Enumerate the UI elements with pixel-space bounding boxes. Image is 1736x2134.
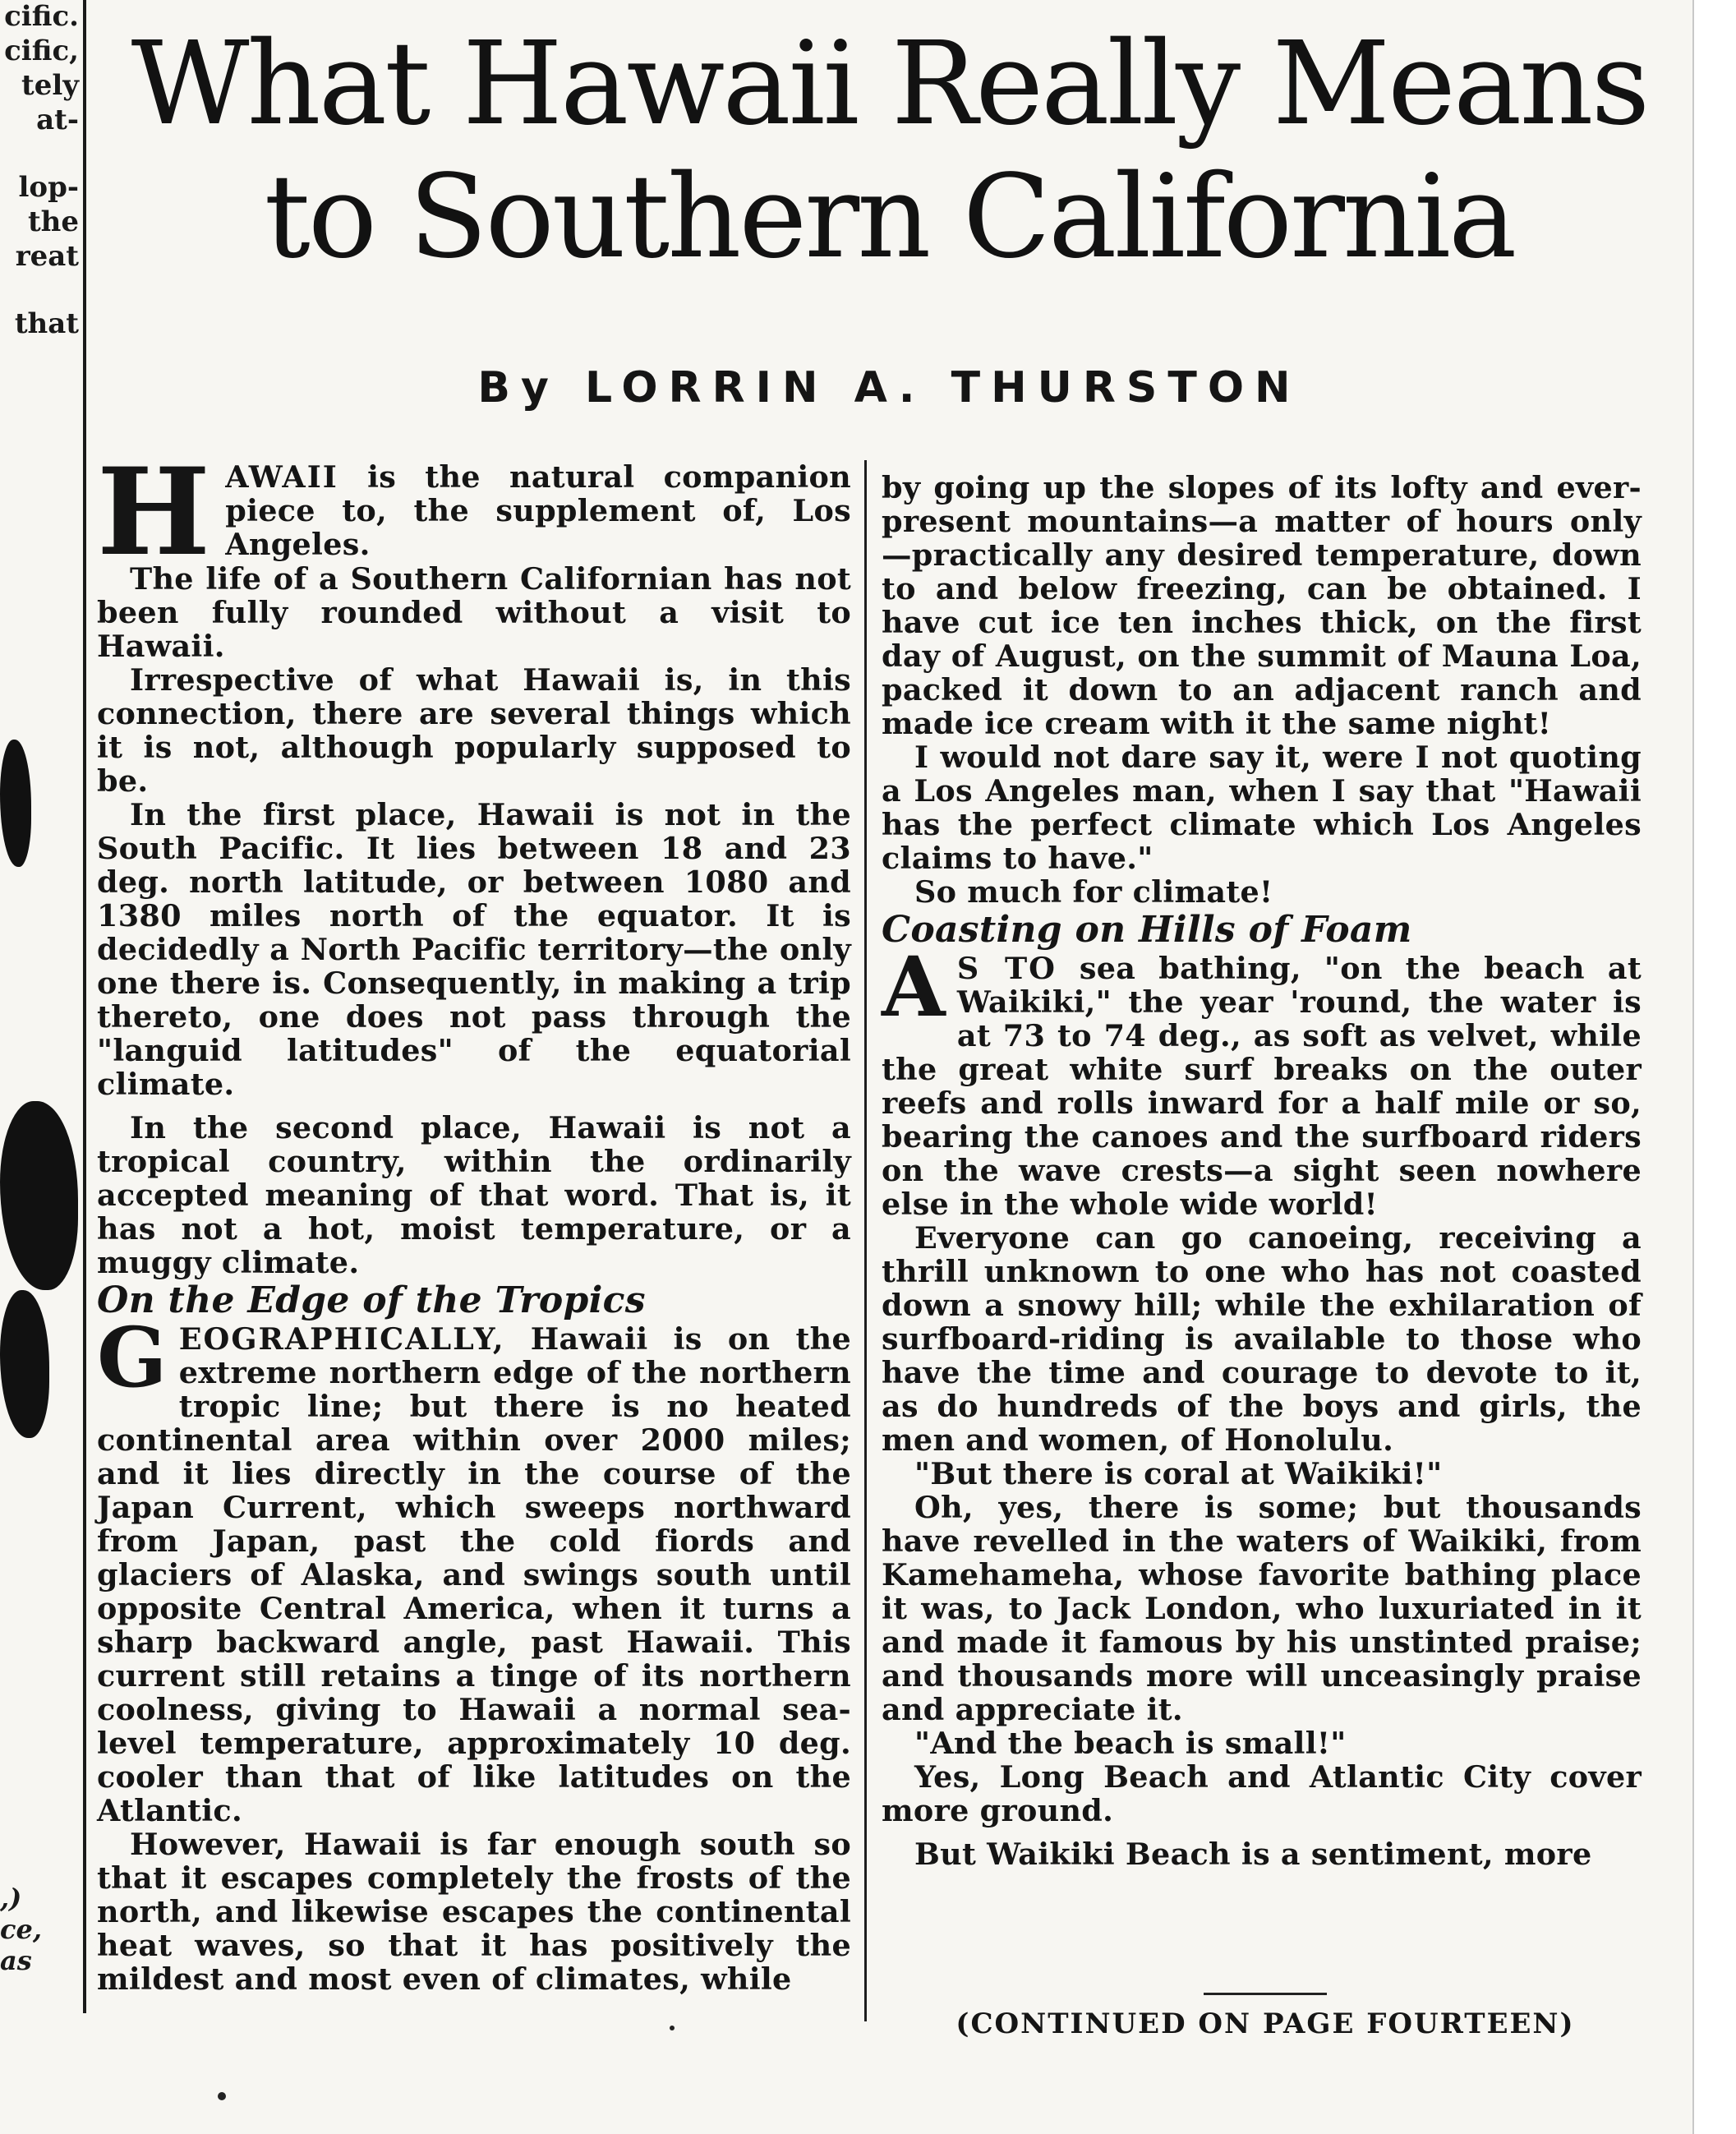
margin-fragments-top	[0, 0, 79, 342]
fragment: cific.	[4, 0, 79, 33]
paragraph: "But there is coral at Waikiki!"	[914, 1456, 1443, 1491]
paragraph: In the first place, Hawaii is not in the South Pacific. It lies between 18 and 23 deg. north latitude, or between 1080 and 1380 miles north of the equator. It is decidedly a North Pacific territory—the only one there is. Consequently, in making a trip thereto, one does not pass through the "languid latitudes" of the equatorial climate.	[97, 797, 851, 1102]
subheading: On the Edge of the Tropics	[97, 1279, 646, 1321]
fragment: cific,	[4, 35, 79, 67]
fragment: at-	[36, 104, 79, 136]
headline-line-1: What Hawaii Really Means	[131, 17, 1648, 151]
paragraph: The life of a Southern Californian has not been fully rounded without a visit to Hawaii.	[97, 561, 851, 664]
ink-speck	[218, 2092, 226, 2100]
paragraph: Yes, Long Beach and Atlantic City cover more ground.	[882, 1759, 1642, 1828]
paragraph: In the second place, Hawaii is not a tropical country, within the ordinarily accepted meaning of that word. That is, it has not a hot, moist temperature, or a muggy climate.	[97, 1110, 851, 1280]
paragraph: Oh, yes, there is some; but thousands have revelled in the waters of Waikiki, from Kamehameha, whose favorite bathing place it was, to Jack London, who luxuriated in it and made it famous by his unstinted praise; and thousands more will unceasingly praise and appreciate it.	[882, 1490, 1642, 1727]
continued-notice: (CONTINUED ON PAGE FOURTEEN)	[955, 2007, 1575, 2040]
fragment: that	[14, 307, 79, 340]
paragraph: I would not dare say it, were I not quoting a Los Angeles man, when I say that "Hawaii has the perfect climate which Los Angeles claims to have."	[882, 740, 1642, 876]
paragraph: A S TO sea bathing, "on the beach at Waikiki," the year 'round, the water is at 73 to 74 deg., as soft as velvet, while the great white surf breaks on the outer reefs and rolls inward for a half mile or so, bearing the canoes and the surfboard riders on the wave crests—a sight seen nowhere else in the whole wide world!	[882, 938, 1642, 1222]
paragraph: However, Hawaii is far enough south so that it escapes completely the frosts of the north, and likewise escapes the continental heat waves, so that it has positively the mildest and most even of climates, while	[97, 1827, 851, 1997]
ink-blot	[0, 1101, 78, 1290]
article-column-left	[97, 442, 851, 1997]
ink-blot	[0, 740, 31, 867]
fragment: as	[0, 1945, 32, 1976]
fragment: ce,	[0, 1914, 42, 1945]
ink-speck	[670, 2026, 675, 2030]
paragraph: HAWAII is the natural companion piece to, the supplement of, Los Angeles.	[97, 442, 851, 583]
right-margin	[1694, 0, 1736, 2134]
column-divider	[864, 460, 867, 2021]
byline: By LORRIN A. THURSTON	[477, 363, 1301, 413]
fragment: ,)	[0, 1883, 22, 1914]
paragraph: Irrespective of what Hawaii is, in this connection, there are several things which it is not, although popularly supposed to be.	[97, 662, 851, 799]
headline	[90, 18, 1688, 284]
paragraph: So much for climate!	[914, 874, 1273, 910]
paragraph: Everyone can go canoeing, receiving a thrill unknown to one who has not coasted down a snowy hill; while the exhilaration of surfboard-riding is available to those who have the time and courage to devote to it, as do hundreds of the boys and girls, the men and women, of Honolulu.	[882, 1220, 1642, 1458]
paragraph: But Waikiki Beach is a sentiment, more	[914, 1837, 1592, 1872]
drop-cap: A	[882, 938, 946, 1035]
fragment: reat	[15, 240, 79, 273]
paragraph: by going up the slopes of its lofty and ever-present mountains—a matter of hours only—practically any desired temperature, down to and below freezing, can be obtained. I have cut ice ten inches thick, on the first day of August, on the summit of Mauna Loa, packed it down to an adjacent ranch and made ice cream with it the same night!	[882, 470, 1642, 741]
drop-cap: H	[97, 442, 211, 583]
paragraph: GEOGRAPHICALLY, Hawaii is on the extreme northern edge of the northern tropic line; but there is no heated continental area within over 2000 miles; and it lies directly in the course of the Japan Current, which sweeps northward from Japan, past the cold fiords and glaciers of Alaska, and swings south until opposite Central America, when it turns a sharp backward angle, past Hawaii. This current still retains a tinge of its northern coolness, giving to Hawaii a normal sea-level temperature, approximately 10 deg. cooler than that of like latitudes on the Atlantic.	[97, 1309, 851, 1828]
subheading: Coasting on Hills of Foam	[882, 909, 1412, 951]
fragment: tely	[21, 69, 79, 102]
ink-blot	[0, 1290, 49, 1438]
article-column-right	[882, 471, 1642, 1871]
paragraph: "And the beach is small!"	[914, 1726, 1347, 1761]
margin-fragments-bottom	[0, 1882, 79, 1975]
continued-rule	[1204, 1993, 1327, 1995]
left-column-rule	[83, 0, 86, 2013]
headline-line-2: to Southern California	[264, 150, 1515, 284]
fragment: lop-	[18, 171, 79, 204]
drop-cap: G	[97, 1309, 168, 1406]
fragment: the	[27, 205, 79, 238]
